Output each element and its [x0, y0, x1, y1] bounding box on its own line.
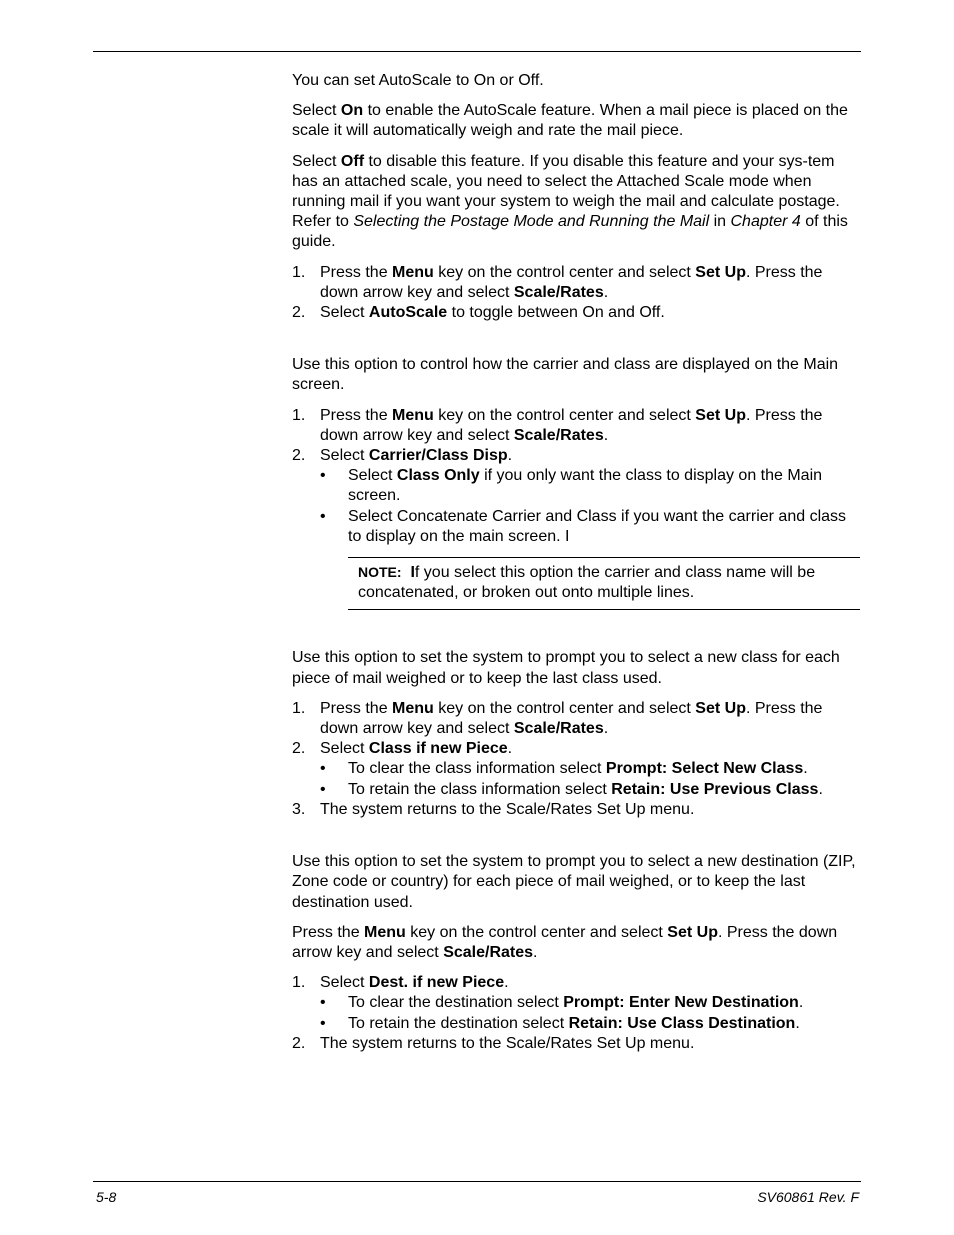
note-box: NOTE: If you select this option the carrier and class name will be concatenated, or broken out onto multiple lines. [348, 557, 860, 610]
list-item: • To retain the destination select Retain: Use Class Destination. [320, 1014, 800, 1032]
list-item: • To clear the destination select Prompt: Enter New Destination. [320, 994, 804, 1012]
list-item: 1. Select Dest. if new Piece. • To clear the destination select Prompt: Enter New Destination. • To retain the destination select Retain: Use Class Destination. [292, 973, 860, 1034]
class-new-piece-steps [292, 699, 860, 820]
autoscale-off-paragraph: Select Off to disable this feature. If you disable this feature and your sys-tem has an attached scale, you need to select the Attached Scale mode when running mail if you want your system to weigh the mail and calculate postage. Refer to Selecting the Postage Mode and Running the Mail in Chapter 4 of this guide. [292, 152, 848, 251]
list-item: 1. Press the Menu key on the control center and select Set Up. Press the down arrow key and select Scale/Rates. [292, 699, 823, 738]
list-item: 1. Press the Menu key on the control center and select Set Up. Press the down arrow key and select Scale/Rates. [292, 406, 823, 444]
autoscale-on-paragraph: Select On to enable the AutoScale feature. When a mail piece is placed on the scale it will automatically weigh and rate the mail piece. [292, 102, 848, 140]
class-new-piece-bullets [320, 759, 860, 799]
list-item: • To clear the class information select Prompt: Select New Class. [320, 760, 808, 778]
note-label: NOTE: [358, 564, 402, 581]
list-item: 2. Select Class if new Piece. • To clear the class information select Prompt: Select New Class. • To retain the class information select Retain: Use Previous Class. [292, 739, 860, 800]
list-item: 3. The system returns to the Scale/Rates Set Up menu. [292, 800, 695, 818]
carrier-class-steps [292, 406, 860, 547]
list-item: 2. Select Carrier/Class Disp. • Select Class Only if you only want the class to display on the Main screen. • Select Concatenate Carrier and Class if you want the carrier and class to display on the main screen. I [292, 446, 860, 547]
list-item: • Select Concatenate Carrier and Class if you want the carrier and class to display on the main screen. I [320, 507, 847, 545]
section-gap [292, 820, 860, 852]
footer-rule [93, 1181, 861, 1182]
page-number: 5-8 [96, 1189, 117, 1205]
dest-new-piece-bullets [320, 993, 860, 1033]
section-gap [292, 610, 860, 648]
document-id: SV60861 Rev. F [757, 1189, 859, 1205]
carrier-class-bullets [320, 466, 860, 547]
carrier-class-intro: Use this option to control how the carrier and class are displayed on the Main screen. [292, 356, 839, 394]
autoscale-intro: You can set AutoScale to On or Off. [292, 72, 544, 89]
list-item: 2. Select AutoScale to toggle between On and Off. [292, 304, 665, 322]
list-item: 2. The system returns to the Scale/Rates Set Up menu. [292, 1034, 695, 1052]
class-new-piece-intro: Use this option to set the system to prompt you to select a new class for each piece of mail weighed or to keep the last class used. [292, 649, 840, 687]
dest-new-piece-steps [292, 973, 860, 1054]
dest-new-piece-press: Press the Menu key on the control center and select Set Up. Press the down arrow key and select Scale/Rates. [292, 923, 838, 961]
autoscale-steps [292, 263, 860, 324]
page-content [292, 71, 860, 1054]
list-item: 1. Press the Menu key on the control center and select Set Up. Press the down arrow key and select Scale/Rates. [292, 263, 823, 301]
section-gap [292, 323, 860, 355]
dest-new-piece-intro: Use this option to set the system to prompt you to select a new destination (ZIP, Zone code or country) for each piece of mail weighed, or to keep the last destination used. [292, 853, 856, 911]
list-item: • Select Class Only if you only want the class to display on the Main screen. [320, 467, 823, 505]
list-item: • To retain the class information select Retain: Use Previous Class. [320, 780, 823, 798]
header-rule [93, 51, 861, 52]
